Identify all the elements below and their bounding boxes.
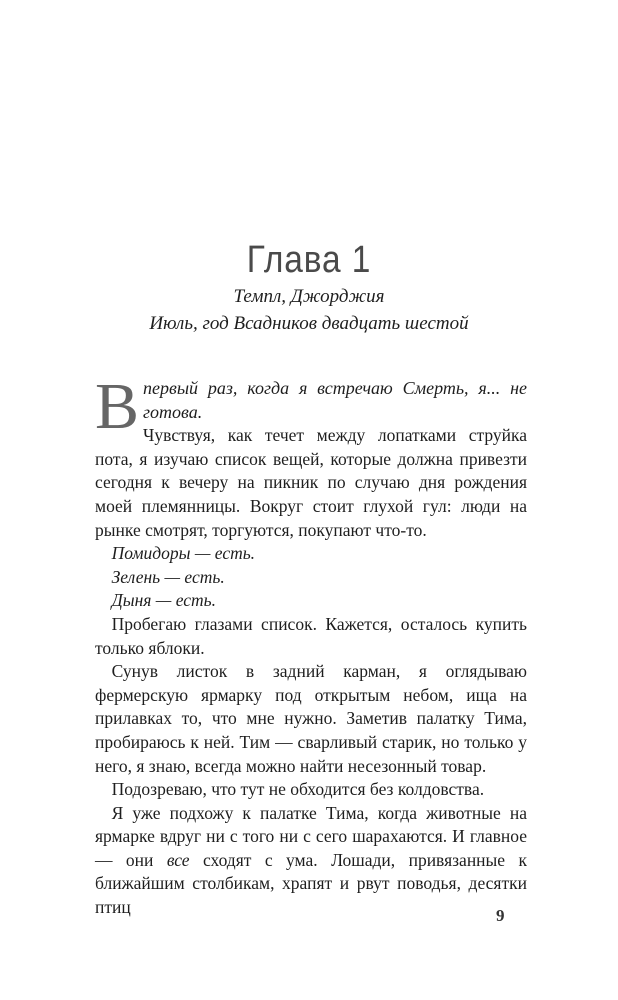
paragraph: Пробегаю глазами список. Кажется, осталось купить только яблоки. (95, 613, 527, 658)
emphasis: все (166, 849, 190, 870)
chapter-body (95, 370, 528, 920)
paragraph-text: сходят с ума. Лошади, привязанные к ближайшим столбикам, храпят и рвут поводья, десятки птиц (95, 849, 528, 918)
list-line-tomatoes: Помидоры — есть. (111, 543, 256, 564)
opening-paragraph-text: первый раз, когда я встречаю Смерть, я... не готова. (143, 378, 527, 422)
paragraph-text: Я уже подхожу к палатке Тима, когда животные на ярмарке вдруг ни с того ни с сего шарахаются. И главное — они (95, 802, 527, 870)
paragraph: Сунув листок в задний карман, я оглядываю фермерскую ярмарку под открытым небом, ища на прилавках то, что мне нужно. Заметив палатку Тима, пробираюсь к ней. Тим — сварливый старик, но только у него, я знаю, всегда можно найти несезонный товар. (95, 661, 527, 776)
paragraph (95, 802, 527, 920)
paragraph: Подозреваю, что тут не обходится без колдовства. (111, 779, 485, 800)
chapter-title: Глава 1 (246, 239, 372, 282)
list-line-melon: Дыня — есть. (111, 590, 217, 611)
list-line-greens: Зелень — есть. (111, 566, 225, 587)
drop-cap: В (95, 370, 140, 443)
paragraph: Чувствуя, как течет между лопатками струйка пота, я изучаю список вещей, которые должна привезти сегодня к вечеру на пикник по случаю дня рождения моей племянницы. Вокруг стоит глухой гул: люди на рынке смотрят, торгуются, покупают что-то. (95, 425, 527, 540)
chapter-subtitle-time: Июль, год Всадников двадцать шестой (149, 313, 469, 334)
opening-paragraph (95, 370, 527, 443)
page-number: 9 (496, 906, 505, 925)
chapter-subtitle-place: Темпл, Джорджия (233, 286, 385, 307)
